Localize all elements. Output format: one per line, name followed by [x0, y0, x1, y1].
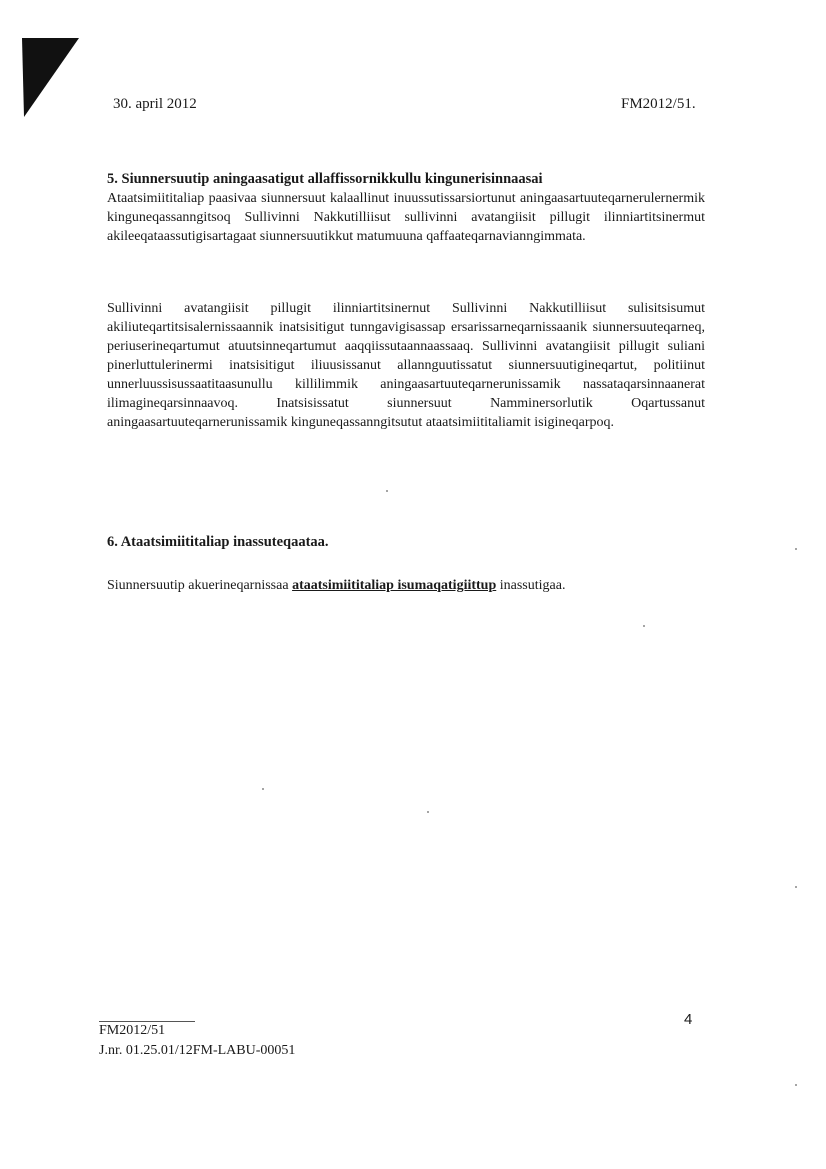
scan-speck — [795, 1084, 797, 1086]
section-6 — [107, 533, 705, 552]
section-6-paragraph — [107, 576, 705, 595]
corner-triangle-mark — [0, 0, 80, 120]
section-5 — [107, 170, 705, 246]
scan-speck — [795, 548, 797, 550]
scan-speck — [262, 788, 264, 790]
section-6-text-after: inassutigaa. — [496, 578, 566, 593]
section-5-paragraph-1: Ataatsimiititaliap paasivaa siunnersuut kalaallinut inuussutissarsiortunut aningaasartuuteqarnerulernermik kinguneqassanngitsoq Sullivinni Nakkutilliisut sullivinni avatangiisit pillugit ilinniartitsinermut akileeqataassutigisartagaat siunnersuutikkut matumuuna qaffaateqarnavianngimmata. — [107, 191, 705, 244]
section-5-paragraph-2: Sullivinni avatangiisit pillugit ilinniartitsinernut Sullivinni Nakkutilliisut sulisitsisumut akiliuteqartitsisalernissaannik inatsisitigut tunngavigisassap ersarissarneqarnissaanik siunnersuuteqarneq, periuserineqartumut atuutsinneqartumut aaqqiissutaannaassaaq. Sullivinni avatangiisit pillugit suliani pinerluttulerinermi inatsisitigut iliuusissanut allannguutissatut siunnersuutigineqartut, politiinut unnerluussisussaatitaasunullu killilimmik aningaasartuuteqarnerunissamik nassataqarsinnaanerat ilimagineqarsinnaavoq. Inatsisissatut siunnersuut Namminersorlutik Oqartussanut aningaasartuuteqarnerunissamik kinguneqassanngitsutut ataatsimiititaliamit isigineqarpoq. — [107, 301, 705, 430]
footer-journal-number: J.nr. 01.25.01/12FM-LABU-00051 — [99, 1043, 296, 1058]
footer-divider — [99, 1021, 195, 1022]
scan-speck — [386, 490, 388, 492]
section-5-paragraph-2-block — [107, 299, 705, 432]
section-6-text-before: Siunnersuutip akuerineqarnissaa — [107, 578, 293, 593]
scan-speck — [427, 811, 429, 813]
scan-speck — [795, 886, 797, 888]
section-6-emphasis: ataatsimiititaliap isumaqatigiittup — [292, 578, 497, 593]
footer-document-ref: FM2012/51 — [99, 1023, 166, 1038]
section-6-title: 6. Ataatsimiititaliap inassuteqaataa. — [107, 534, 329, 550]
section-5-title: 5. Siunnersuutip aningaasatigut allaffissornikkullu kingunerisinnaasai — [107, 171, 543, 187]
page-number: 4 — [684, 1011, 693, 1028]
header-reference: FM2012/51. — [621, 96, 696, 112]
header-date: 30. april 2012 — [113, 96, 197, 112]
section-6-paragraph-block — [107, 576, 705, 595]
scan-speck — [643, 625, 645, 627]
